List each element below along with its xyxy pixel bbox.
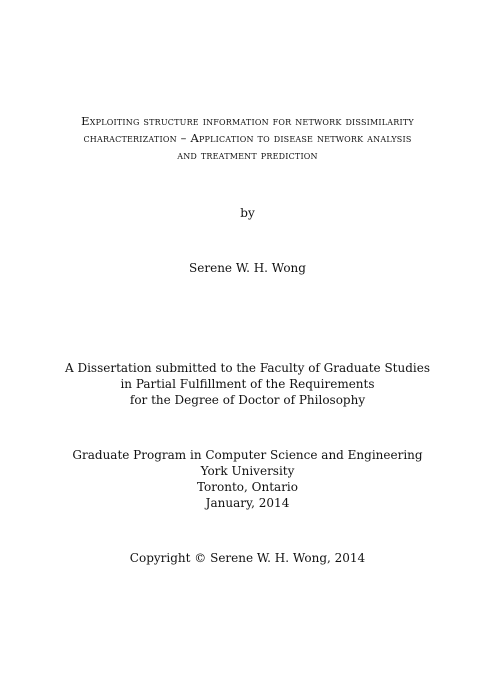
date: January, 2014 xyxy=(205,496,290,510)
title-line: and treatment prediction xyxy=(177,148,318,162)
university-name: York University xyxy=(200,464,295,478)
title-line: characterization – Application to disease network analysis xyxy=(83,131,412,145)
copyright-notice: Copyright © Serene W. H. Wong, 2014 xyxy=(129,551,366,565)
author-name: Serene W. H. Wong xyxy=(189,261,306,275)
dissertation-statement xyxy=(0,360,495,408)
title-line: Exploiting structure information for network dissimilarity xyxy=(81,114,414,128)
statement-line: A Dissertation submitted to the Faculty of Graduate Studies xyxy=(64,361,431,375)
statement-line: for the Degree of Doctor of Philosophy xyxy=(129,393,366,407)
program-name: Graduate Program in Computer Science and Engineering xyxy=(72,448,423,462)
thesis-title xyxy=(0,113,495,164)
by-label: by xyxy=(240,206,255,220)
statement-line: in Partial Fulfillment of the Requirements xyxy=(120,377,375,391)
location: Toronto, Ontario xyxy=(196,480,298,494)
program-info xyxy=(0,447,495,511)
